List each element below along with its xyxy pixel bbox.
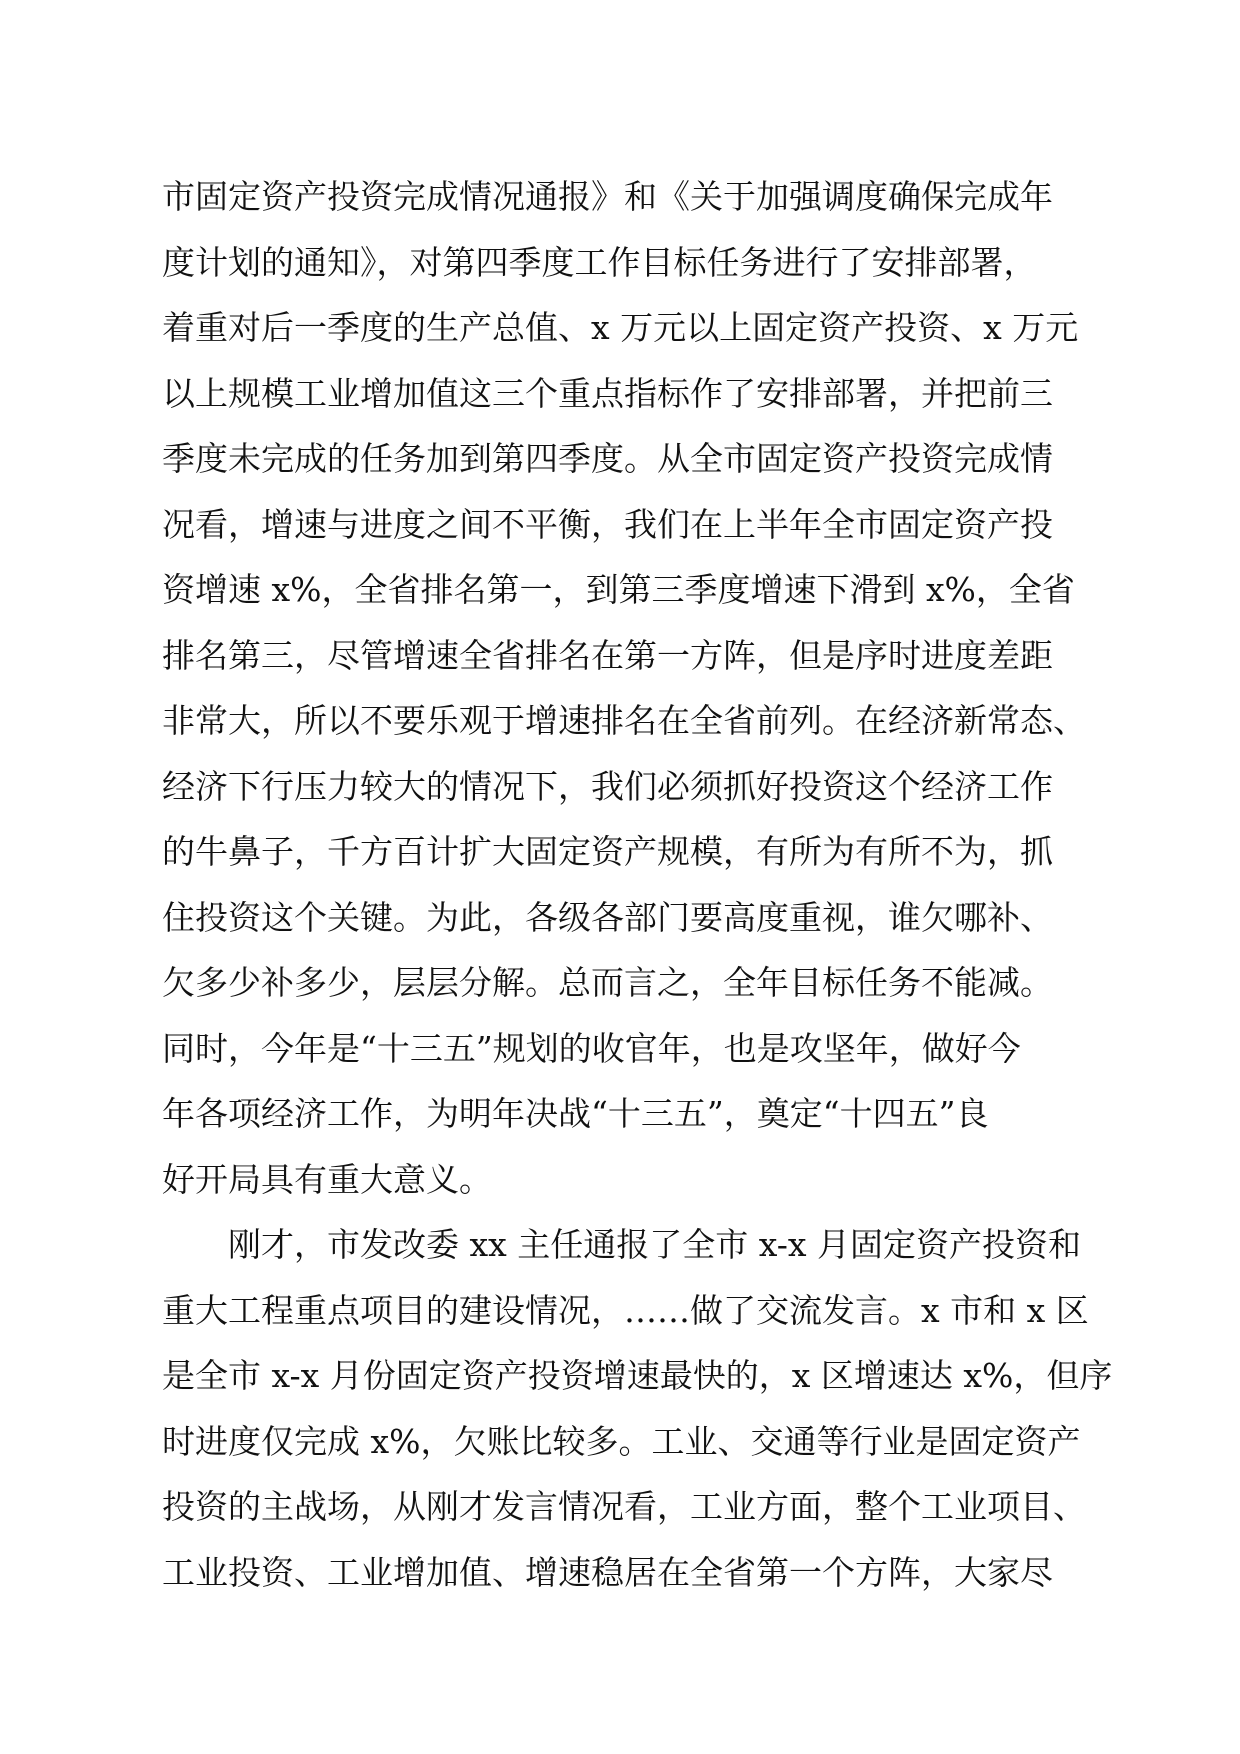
text-line: 季度未完成的任务加到第四季度。从全市固定资产投资完成情 <box>162 439 1053 478</box>
text-line: 重大工程重点项目的建设情况，……做了交流发言。x 市和 x 区 <box>162 1290 1089 1330</box>
text-line: 市固定资产投资完成情况通报》和《关于加强调度确保完成年 <box>162 177 1053 216</box>
text-line: 工业投资、工业增加值、增速稳居在全省第一个方阵，大家尽 <box>162 1552 1053 1592</box>
text-line: 资增速 x%，全省排名第一，到第三季度增速下滑到 x%，全省 <box>162 570 1075 609</box>
text-line: 以上规模工业增加值这三个重点指标作了安排部署，并把前三 <box>162 373 1053 413</box>
text-line: 非常大，所以不要乐观于增速排名在全省前列。在经济新常态、 <box>162 701 1086 740</box>
text-line: 着重对后一季度的生产总值、x 万元以上固定资产投资、x 万元 <box>162 308 1079 347</box>
text-line: 时进度仅完成 x%，欠账比较多。工业、交通等行业是固定资产 <box>162 1421 1081 1461</box>
text-line: 同时，今年是“十三五”规划的收官年，也是攻坚年，做好今 <box>162 1028 1021 1068</box>
text-line: 住投资这个关键。为此，各级各部门要高度重视，谁欠哪补、 <box>162 897 1053 937</box>
body-text <box>162 164 1113 1605</box>
text-line: 好开局具有重大意义。 <box>162 1159 492 1199</box>
text-line: 投资的主战场，从刚才发言情况看，工业方面，整个工业项目、 <box>162 1487 1086 1526</box>
text-line: 的牛鼻子，千方百计扩大固定资产规模，有所为有所不为，抓 <box>162 832 1053 871</box>
paragraph-start-line: 刚才，市发改委 xx 主任通报了全市 x-x 月固定资产投资和 <box>228 1225 1081 1264</box>
text-line: 欠多少补多少，层层分解。总而言之，全年目标任务不能减。 <box>162 963 1053 1002</box>
text-line: 是全市 x-x 月份固定资产投资增速最快的，x 区增速达 x%，但序 <box>162 1356 1113 1395</box>
text-line: 经济下行压力较大的情况下，我们必须抓好投资这个经济工作 <box>162 766 1053 806</box>
text-line: 况看，增速与进度之间不平衡，我们在上半年全市固定资产投 <box>162 504 1053 544</box>
text-line: 排名第三，尽管增速全省排名在第一方阵，但是序时进度差距 <box>162 635 1053 675</box>
text-line: 年各项经济工作，为明年决战“十三五”，奠定“十四五”良 <box>162 1094 989 1133</box>
text-line: 度计划的通知》，对第四季度工作目标任务进行了安排部署， <box>162 242 1037 282</box>
